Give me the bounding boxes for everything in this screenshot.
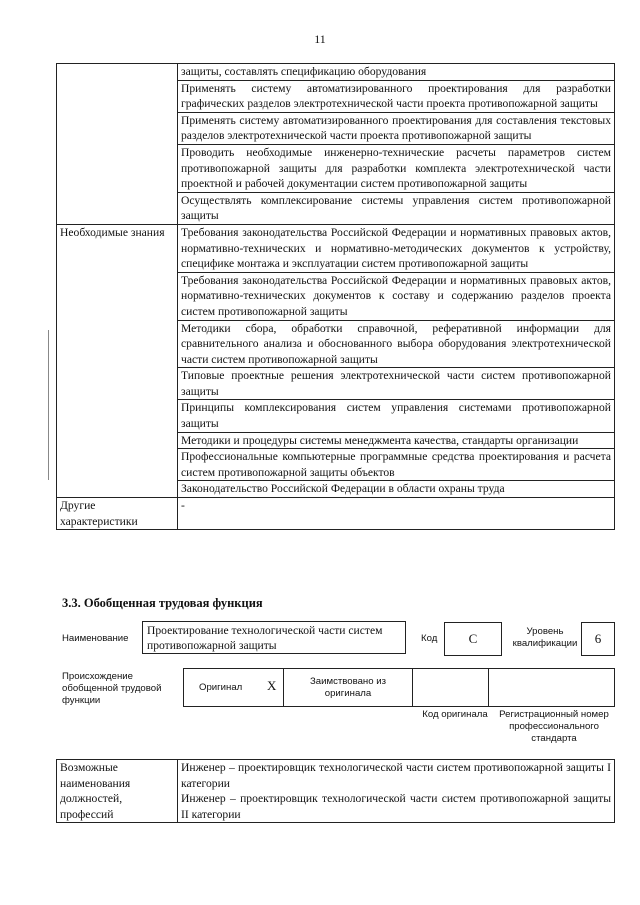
competencies-table	[56, 63, 615, 530]
skill-item: Применять систему автоматизированного проектирования для составления текстовых разделов электротехнической части проекта противопожарной защиты	[178, 112, 615, 144]
original-mark: X	[267, 678, 277, 693]
level-value: 6	[581, 622, 615, 656]
origin-divider	[412, 668, 413, 707]
margin-mark	[48, 330, 49, 480]
skill-item: Применять систему автоматизированного проектирования для разработки графических разделов электротехнической части проекта противопожарной защиты	[178, 80, 615, 112]
table-row	[57, 760, 615, 823]
position-item: Инженер – проектировщик технологической части систем противопожарной защиты II категории	[181, 792, 611, 821]
knowledge-item: Законодательство Российской Федерации в области охраны труда	[178, 481, 615, 498]
knowledge-item: Профессиональные компьютерные программные средства проектирования и расчета систем противопожарной защиты объектов	[178, 449, 615, 481]
origin-label: Происхождение обобщенной трудовой функции	[62, 671, 162, 706]
skill-item: защиты, составлять спецификацию оборудования	[178, 64, 615, 81]
knowledge-item: Принципы комплексирования систем управления системами противопожарной защиты	[178, 400, 615, 432]
origin-divider	[488, 668, 489, 707]
positions-label: Возможные наименования должностей, профессий	[57, 760, 178, 823]
name-label: Наименование	[62, 633, 129, 644]
code-value: C	[444, 622, 502, 656]
table-row	[57, 64, 615, 81]
positions-cell	[178, 760, 615, 823]
skills-label-cell	[57, 64, 178, 225]
level-label: Уровень квалификации	[512, 626, 578, 649]
knowledge-item: Требования законодательства Российской Федерации и нормативных правовых актов, нормативно-технических документов к составу и содержанию разделов проекта систем противопожарной защиты	[178, 272, 615, 320]
positions-table	[56, 759, 615, 823]
knowledge-item: Методики и процедуры системы менеджмента качества, стандарты организации	[178, 432, 615, 449]
table-row	[57, 498, 615, 530]
knowledge-item: Методики сбора, обработки справочной, реферативной информации для сравнительного анализа и обоснованного выбора оборудования электротехнической части систем противопожарной защиты	[178, 320, 615, 368]
borrowed-label: Заимствовано из оригинала	[310, 676, 386, 699]
skill-item: Осуществлять комплексирование системы управления систем противопожарной защиты	[178, 192, 615, 224]
origin-divider	[283, 668, 284, 707]
section-title: 3.3. Обобщенная трудовая функция	[62, 596, 263, 610]
knowledge-label: Необходимые знания	[57, 224, 178, 497]
page-number: 11	[314, 32, 326, 46]
reg-number-label: Регистрационный номер профессионального стандарта	[499, 709, 609, 744]
table-row	[57, 224, 615, 272]
original-label: Оригинал	[199, 682, 243, 693]
code-label: Код	[421, 633, 438, 644]
skill-item: Проводить необходимые инженерно-технические расчеты параметров систем противопожарной защиты для разработки комплекта электротехнической части проектной и рабочей документации систем противопожарной защиты	[178, 144, 615, 192]
knowledge-item: Требования законодательства Российской Федерации и нормативных правовых актов, нормативно-технических и нормативно-методических документов к устройству, специфике монтажа и эксплуатации систем противопожарной защиты	[178, 224, 615, 272]
code-original-label: Код оригинала	[422, 709, 488, 720]
position-item: Инженер – проектировщик технологической части систем противопожарной защиты I категории	[181, 761, 611, 790]
other-label: Другие характеристики	[57, 498, 178, 530]
origin-grid	[183, 668, 615, 707]
name-value: Проектирование технологической части систем противопожарной защиты	[142, 621, 406, 654]
knowledge-item: Типовые проектные решения электротехнической части систем противопожарной защиты	[178, 368, 615, 400]
other-value: -	[178, 498, 615, 530]
